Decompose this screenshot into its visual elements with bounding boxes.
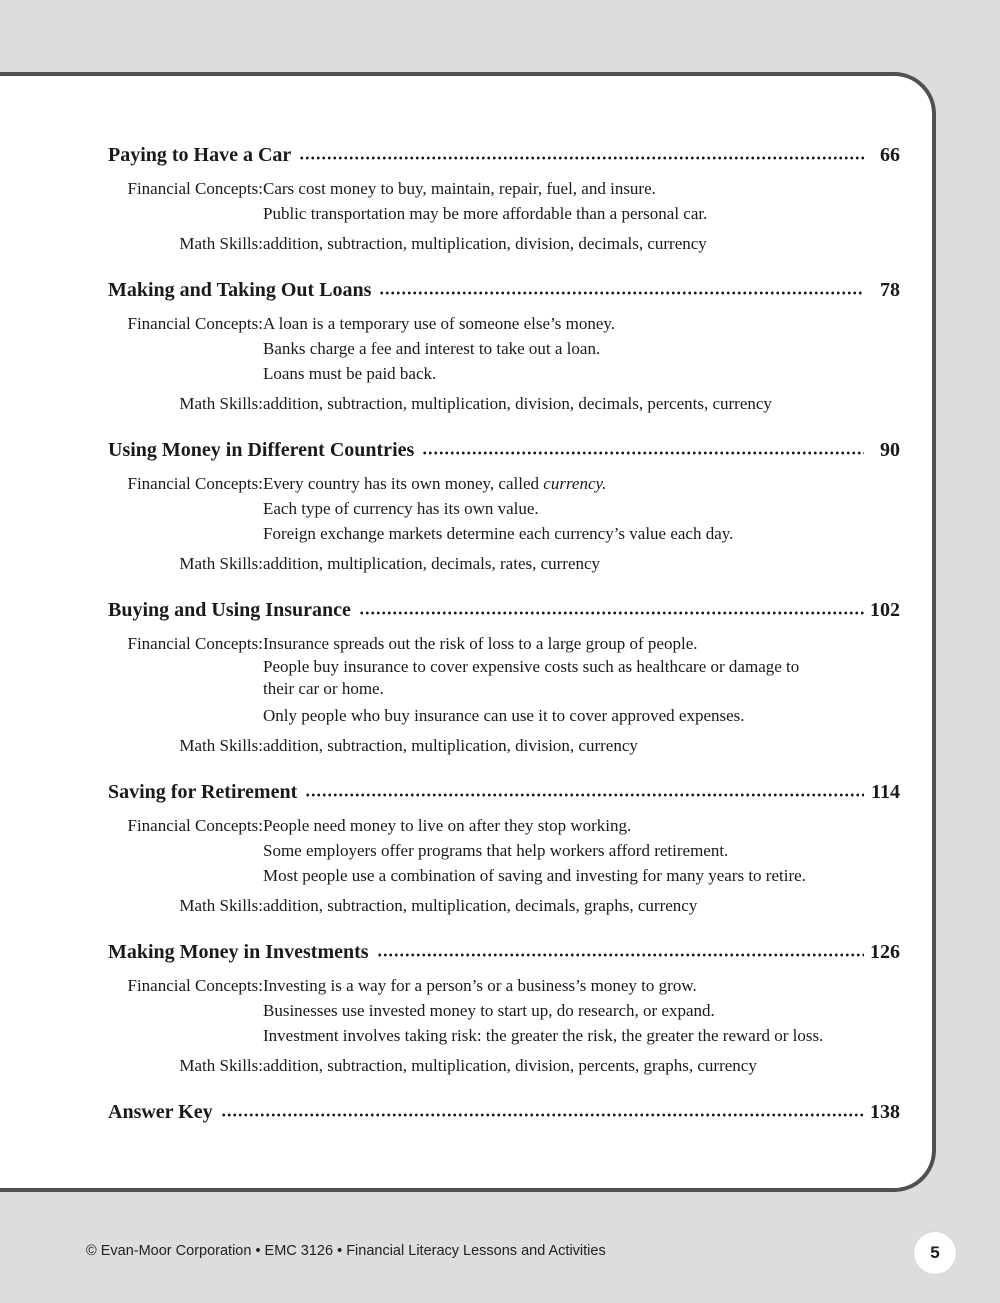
concepts-label: Financial Concepts: [127, 634, 263, 653]
concept-line: Some employers offer programs that help workers afford retirement. [263, 841, 729, 860]
math-skills-list: addition, subtraction, multiplication, division, percents, graphs, currency [263, 1056, 757, 1075]
concept-line: Public transportation may be more affordable than a personal car. [263, 204, 708, 223]
toc-entry[interactable] [108, 436, 900, 576]
math-skills-label: Math Skills: [179, 554, 263, 573]
math-skills-label: Math Skills: [179, 234, 263, 253]
concept-line: Banks charge a fee and interest to take out a loan. [263, 339, 601, 358]
toc-entry-title: Answer Key [108, 1101, 213, 1123]
concepts-label: Financial Concepts: [127, 976, 263, 995]
concept-line: Most people use a combination of saving and investing for many years to retire. [263, 866, 806, 885]
toc-entry-page: 66 [880, 144, 900, 166]
concept-line: Each type of currency has its own value. [263, 499, 539, 518]
toc-entry[interactable] [108, 778, 900, 918]
concept-line: Businesses use invested money to start up, do research, or expand. [263, 1001, 715, 1020]
math-skills-list: addition, subtraction, multiplication, division, decimals, currency [263, 234, 707, 253]
dot-leader [305, 792, 864, 798]
toc-entry[interactable] [108, 276, 900, 416]
concepts-label: Financial Concepts: [127, 474, 263, 493]
math-skills-label: Math Skills: [179, 1056, 263, 1075]
toc-entry-title-row[interactable] [108, 276, 900, 304]
table-of-contents [108, 141, 900, 1146]
dot-leader [377, 952, 864, 958]
concept-line: Insurance spreads out the risk of loss to a large group of people. [263, 634, 698, 653]
toc-entry-title-row[interactable] [108, 1098, 900, 1126]
page-number-badge: 5 [914, 1232, 956, 1274]
toc-entry-title-row[interactable] [108, 778, 900, 806]
toc-entry-page: 126 [870, 941, 900, 963]
toc-entry[interactable] [108, 596, 900, 758]
math-skills-list: addition, subtraction, multiplication, division, currency [263, 736, 638, 755]
toc-entry-page: 102 [870, 599, 900, 621]
concept-line: Foreign exchange markets determine each currency’s value each day. [263, 524, 734, 543]
concept-line: People buy insurance to cover expensive costs such as healthcare or damage to their car or home. [263, 657, 800, 698]
toc-entry-title: Making Money in Investments [108, 941, 369, 963]
dot-leader [221, 1112, 864, 1118]
concept-line: Only people who buy insurance can use it to cover approved expenses. [263, 706, 745, 725]
footer-copyright: © Evan-Moor Corporation • EMC 3126 • Financial Literacy Lessons and Activities [86, 1243, 606, 1259]
math-skills-label: Math Skills: [179, 896, 263, 915]
dot-leader [422, 450, 864, 456]
concepts-label: Financial Concepts: [127, 314, 263, 333]
toc-entry[interactable] [108, 938, 900, 1078]
toc-entry-title: Saving for Retirement [108, 781, 298, 803]
toc-entry-title: Using Money in Different Countries [108, 439, 415, 461]
toc-entry-title-row[interactable] [108, 596, 900, 624]
toc-entry-title: Making and Taking Out Loans [108, 279, 372, 301]
math-skills-label: Math Skills: [179, 394, 263, 413]
concept-line: People need money to live on after they stop working. [263, 816, 632, 835]
concepts-label: Financial Concepts: [127, 816, 263, 835]
concepts-label: Financial Concepts: [127, 179, 263, 198]
math-skills-label: Math Skills: [179, 736, 263, 755]
math-skills-list: addition, multiplication, decimals, rates, currency [263, 554, 601, 573]
dot-leader [379, 290, 864, 296]
math-skills-list: addition, subtraction, multiplication, division, decimals, percents, currency [263, 394, 772, 413]
concept-line: A loan is a temporary use of someone else’s money. [263, 314, 616, 333]
concept-line: Investing is a way for a person’s or a business’s money to grow. [263, 976, 697, 995]
toc-entry-title-row[interactable] [108, 436, 900, 464]
concept-line: Every country has its own money, called currency. [263, 474, 607, 493]
toc-entry-page: 78 [880, 279, 900, 301]
concept-line: Investment involves taking risk: the greater the risk, the greater the reward or loss. [263, 1026, 824, 1045]
defined-term: currency. [543, 474, 607, 493]
toc-entry-title-row[interactable] [108, 141, 900, 169]
toc-entry-title: Paying to Have a Car [108, 144, 292, 166]
math-skills-list: addition, subtraction, multiplication, decimals, graphs, currency [263, 896, 698, 915]
toc-entry-title-row[interactable] [108, 938, 900, 966]
toc-entry-answer-key[interactable] [108, 1098, 900, 1126]
dot-leader [299, 155, 864, 161]
toc-entry-title: Buying and Using Insurance [108, 599, 351, 621]
toc-entry-page: 138 [870, 1101, 900, 1123]
toc-entry[interactable] [108, 141, 900, 256]
dot-leader [359, 610, 864, 616]
concept-line: Loans must be paid back. [263, 364, 437, 383]
toc-entry-page: 114 [871, 781, 900, 803]
toc-entry-page: 90 [880, 439, 900, 461]
concept-line: Cars cost money to buy, maintain, repair, fuel, and insure. [263, 179, 656, 198]
